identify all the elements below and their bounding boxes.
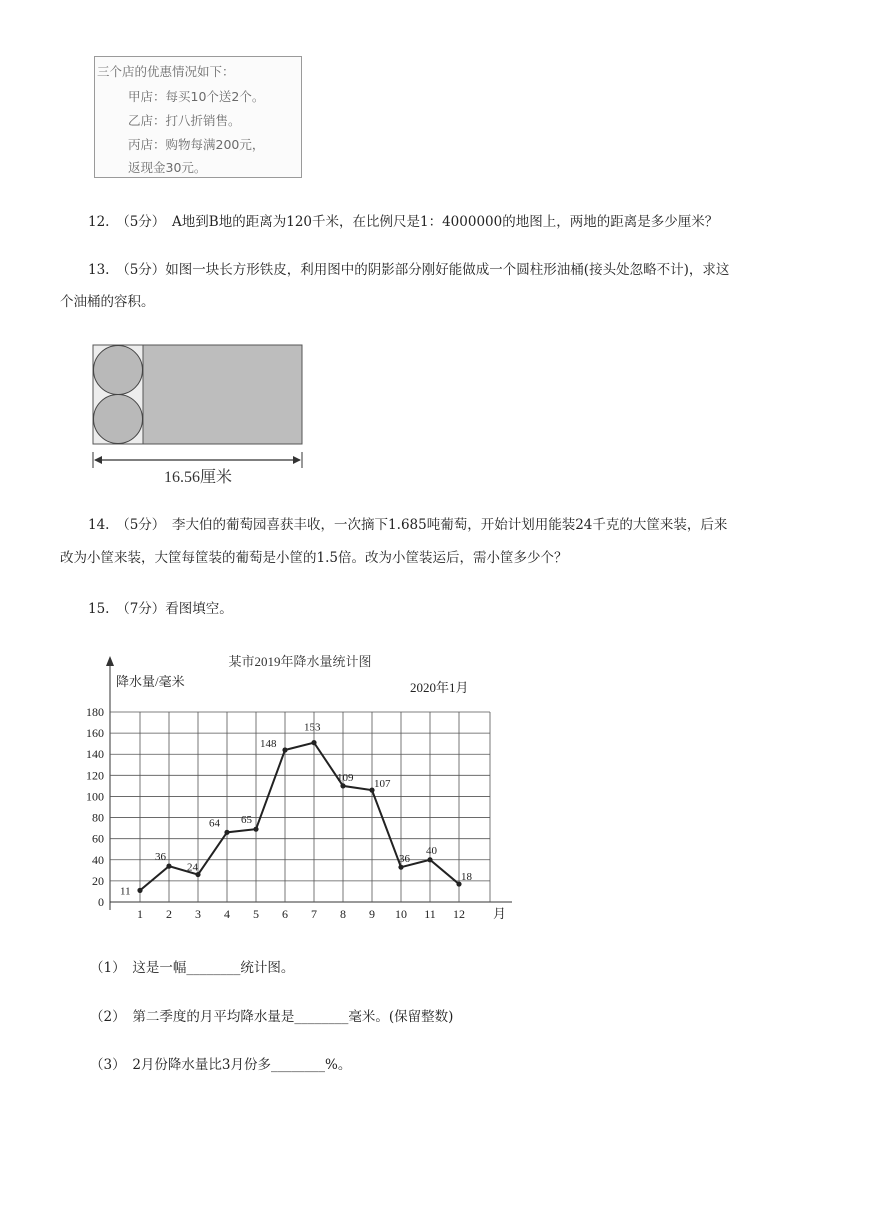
y-tick-label: 120 [86, 768, 104, 783]
data-point [224, 830, 229, 835]
y-tick-label: 180 [86, 705, 104, 719]
chart-date-note: 2020年1月 [410, 680, 469, 695]
data-label: 18 [461, 871, 472, 884]
y-tick-label: 100 [86, 789, 104, 804]
data-point [427, 857, 432, 862]
x-tick-label: 5 [253, 907, 259, 921]
circle-bottom [94, 395, 143, 444]
data-point [398, 865, 403, 870]
question-14-line-1: 14. （5分） 李大伯的葡萄园喜获丰收，一次摘下1.685吨葡萄，开始计划用能装24千克的大筐来装，后来 [88, 517, 728, 533]
question-13-line-2: 个油桶的容积。 [60, 294, 155, 310]
x-tick-label: 2 [166, 907, 172, 921]
note-line-4: 丙店：购物每满200元， [128, 137, 265, 152]
note-line-1: 三个店的优惠情况如下： [97, 64, 235, 79]
data-label: 40 [426, 844, 437, 857]
data-point [137, 888, 142, 893]
x-axis-label: 月 [493, 906, 507, 921]
data-point [166, 864, 171, 869]
data-label: 24 [187, 861, 198, 874]
sub-question-1: （1） 这是一幅________统计图。 [90, 960, 295, 976]
data-label: 36 [155, 851, 166, 864]
data-label: 153 [304, 721, 321, 734]
data-label: 64 [209, 817, 220, 830]
question-13-line-1: 13. （5分）如图一块长方形铁皮，利用图中的阴影部分刚好能做成一个圆柱形油桶(接头处忽略不计)，求这 [88, 262, 730, 278]
data-point [253, 827, 258, 832]
x-tick-label: 4 [224, 907, 230, 921]
data-label: 109 [337, 771, 354, 784]
iron-sheet-figure [86, 340, 310, 488]
x-tick-label: 10 [395, 907, 407, 921]
rainfall-line-chart [0, 640, 540, 940]
x-tick-label: 12 [453, 907, 465, 921]
data-label: 36 [399, 853, 410, 866]
sub-question-3: （3） 2月份降水量比3月份多________%。 [90, 1057, 352, 1073]
y-tick-label: 80 [92, 810, 104, 825]
x-tick-label: 3 [195, 907, 201, 921]
circle-top [94, 346, 143, 395]
store-discount-note-image [94, 56, 302, 178]
dimension-label: 16.56厘米 [163, 469, 233, 486]
y-tick-label: 40 [92, 852, 104, 867]
data-point [282, 747, 287, 752]
x-tick-label: 1 [137, 907, 143, 921]
y-tick-label: 0 [98, 895, 104, 909]
arrow-right-icon [293, 456, 301, 464]
x-tick-label: 11 [424, 907, 436, 921]
sub-question-2: （2） 第二季度的月平均降水量是________毫米。(保留整数) [90, 1009, 454, 1025]
note-line-5: 返现金30元。 [128, 160, 207, 175]
y-tick-label: 20 [92, 873, 104, 888]
data-label: 65 [241, 814, 252, 827]
question-14-line-2: 改为小筐来装，大筐每筐装的葡萄是小筐的1.5倍。改为小筐装运后，需小筐多少个？ [60, 550, 568, 566]
note-line-3: 乙店：打八折销售。 [128, 113, 241, 128]
data-label: 148 [260, 738, 277, 750]
data-point [311, 740, 316, 745]
y-tick-label: 160 [86, 726, 104, 741]
data-label: 107 [374, 778, 391, 791]
y-tick-label: 140 [86, 747, 104, 762]
y-axis-arrow-icon [106, 656, 114, 666]
y-tick-label: 60 [92, 831, 104, 846]
y-axis-label: 降水量/毫米 [116, 674, 185, 689]
data-label: 11 [120, 885, 131, 898]
x-tick-label: 8 [340, 907, 346, 921]
question-15: 15. （7分）看图填空。 [88, 601, 233, 617]
x-tick-label: 6 [282, 907, 288, 921]
data-point [340, 783, 345, 788]
note-line-2: 甲店：每买10个送2个。 [128, 89, 265, 104]
question-12: 12. （5分） A地到B地的距离为120千米，在比例尺是1：4000000的地图上，两地的距离是多少厘米？ [88, 214, 719, 230]
x-tick-label: 7 [311, 907, 317, 921]
x-tick-label: 9 [369, 907, 375, 921]
arrow-left-icon [94, 456, 102, 464]
chart-title: 某市2019年降水量统计图 [228, 654, 372, 669]
